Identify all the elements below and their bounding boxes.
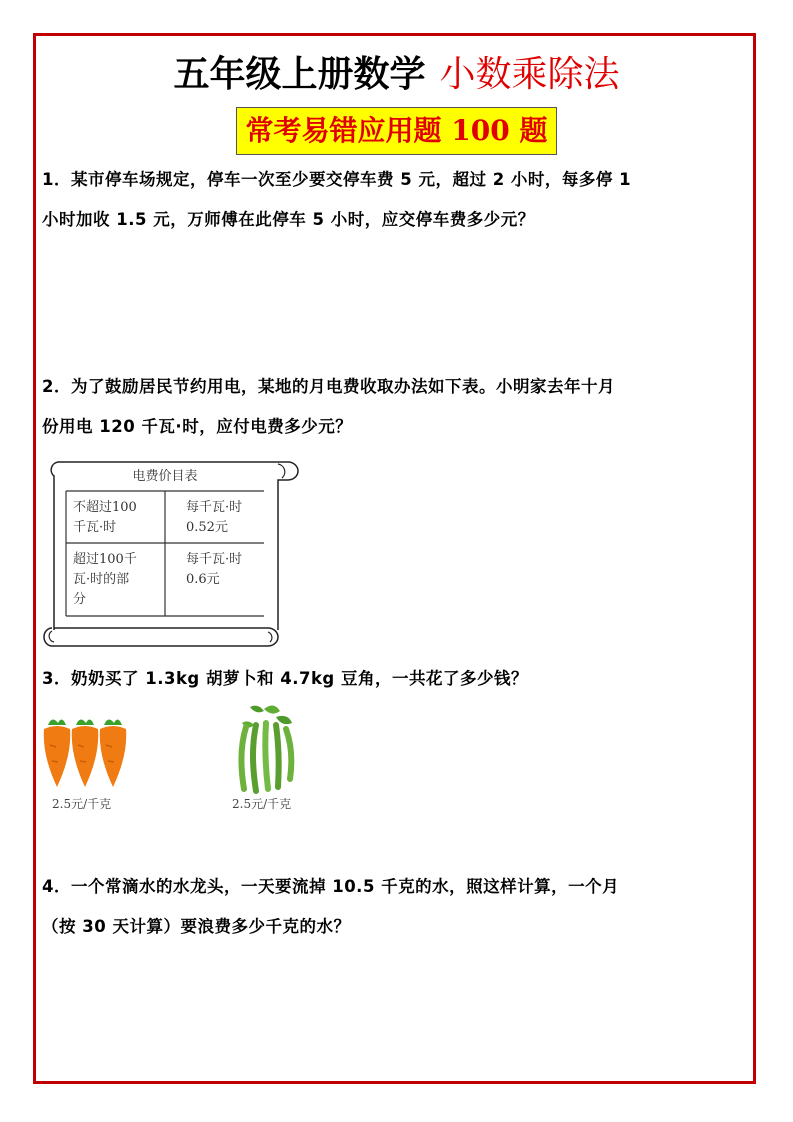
table-cell-text: 千瓦·时 xyxy=(73,520,117,535)
table-row-2-left xyxy=(73,550,137,610)
table-cell-text: 瓦·时的部 xyxy=(73,572,130,587)
bean-price-label: 2.5元/千克 xyxy=(232,797,292,811)
page-title xyxy=(0,50,793,99)
table-cell-text: 超过100千 xyxy=(73,552,137,567)
green-beans-icon xyxy=(228,703,308,795)
question-2 xyxy=(42,367,762,447)
question-1-line-1: 1．某市停车场规定，停车一次至少要交停车费 5 元，超过 2 小时，每多停 1 xyxy=(42,170,632,189)
title-topic: 小数乘除法 xyxy=(439,54,620,95)
question-1 xyxy=(42,160,762,240)
table-cell-text: 分 xyxy=(73,592,87,607)
table-cell-text: 不超过100 xyxy=(73,500,137,515)
subtitle-banner: 常考易错应用题 100 题 xyxy=(236,107,557,155)
question-1-line-2: 小时加收 1.5 元，万师傅在此停车 5 小时，应交停车费多少元？ xyxy=(42,210,535,229)
question-2-line-1: 2．为了鼓励居民节约用电，某地的月电费收取办法如下表。小明家去年十月 xyxy=(42,377,615,396)
question-3-line-1: 3．奶奶买了 1.3kg 胡萝卜和 4.7kg 豆角，一共花了多少钱？ xyxy=(42,669,528,688)
question-2-line-2: 份用电 120 千瓦·时，应付电费多少元？ xyxy=(42,417,353,436)
carrot-price-label: 2.5元/千克 xyxy=(52,797,112,811)
table-row-1-left xyxy=(73,498,137,538)
table-row-1-right xyxy=(186,498,242,538)
table-cell-text: 每千瓦·时 xyxy=(186,500,243,515)
table-cell-text: 每千瓦·时 xyxy=(186,552,243,567)
question-3 xyxy=(42,659,762,699)
question-4-line-2: （按 30 天计算）要浪费多少千克的水？ xyxy=(42,917,351,936)
question-4-line-1: 4．一个常滴水的水龙头，一天要流掉 10.5 千克的水，照这样计算，一个月 xyxy=(42,877,620,896)
table-cell-text: 0.6元 xyxy=(186,572,220,587)
carrots-icon xyxy=(42,715,138,791)
title-main: 五年级上册数学 xyxy=(173,53,426,95)
price-table-title: 电费价目表 xyxy=(132,469,198,484)
table-cell-text: 0.52元 xyxy=(186,520,228,535)
question-4 xyxy=(42,867,762,947)
table-row-2-right xyxy=(186,550,242,590)
